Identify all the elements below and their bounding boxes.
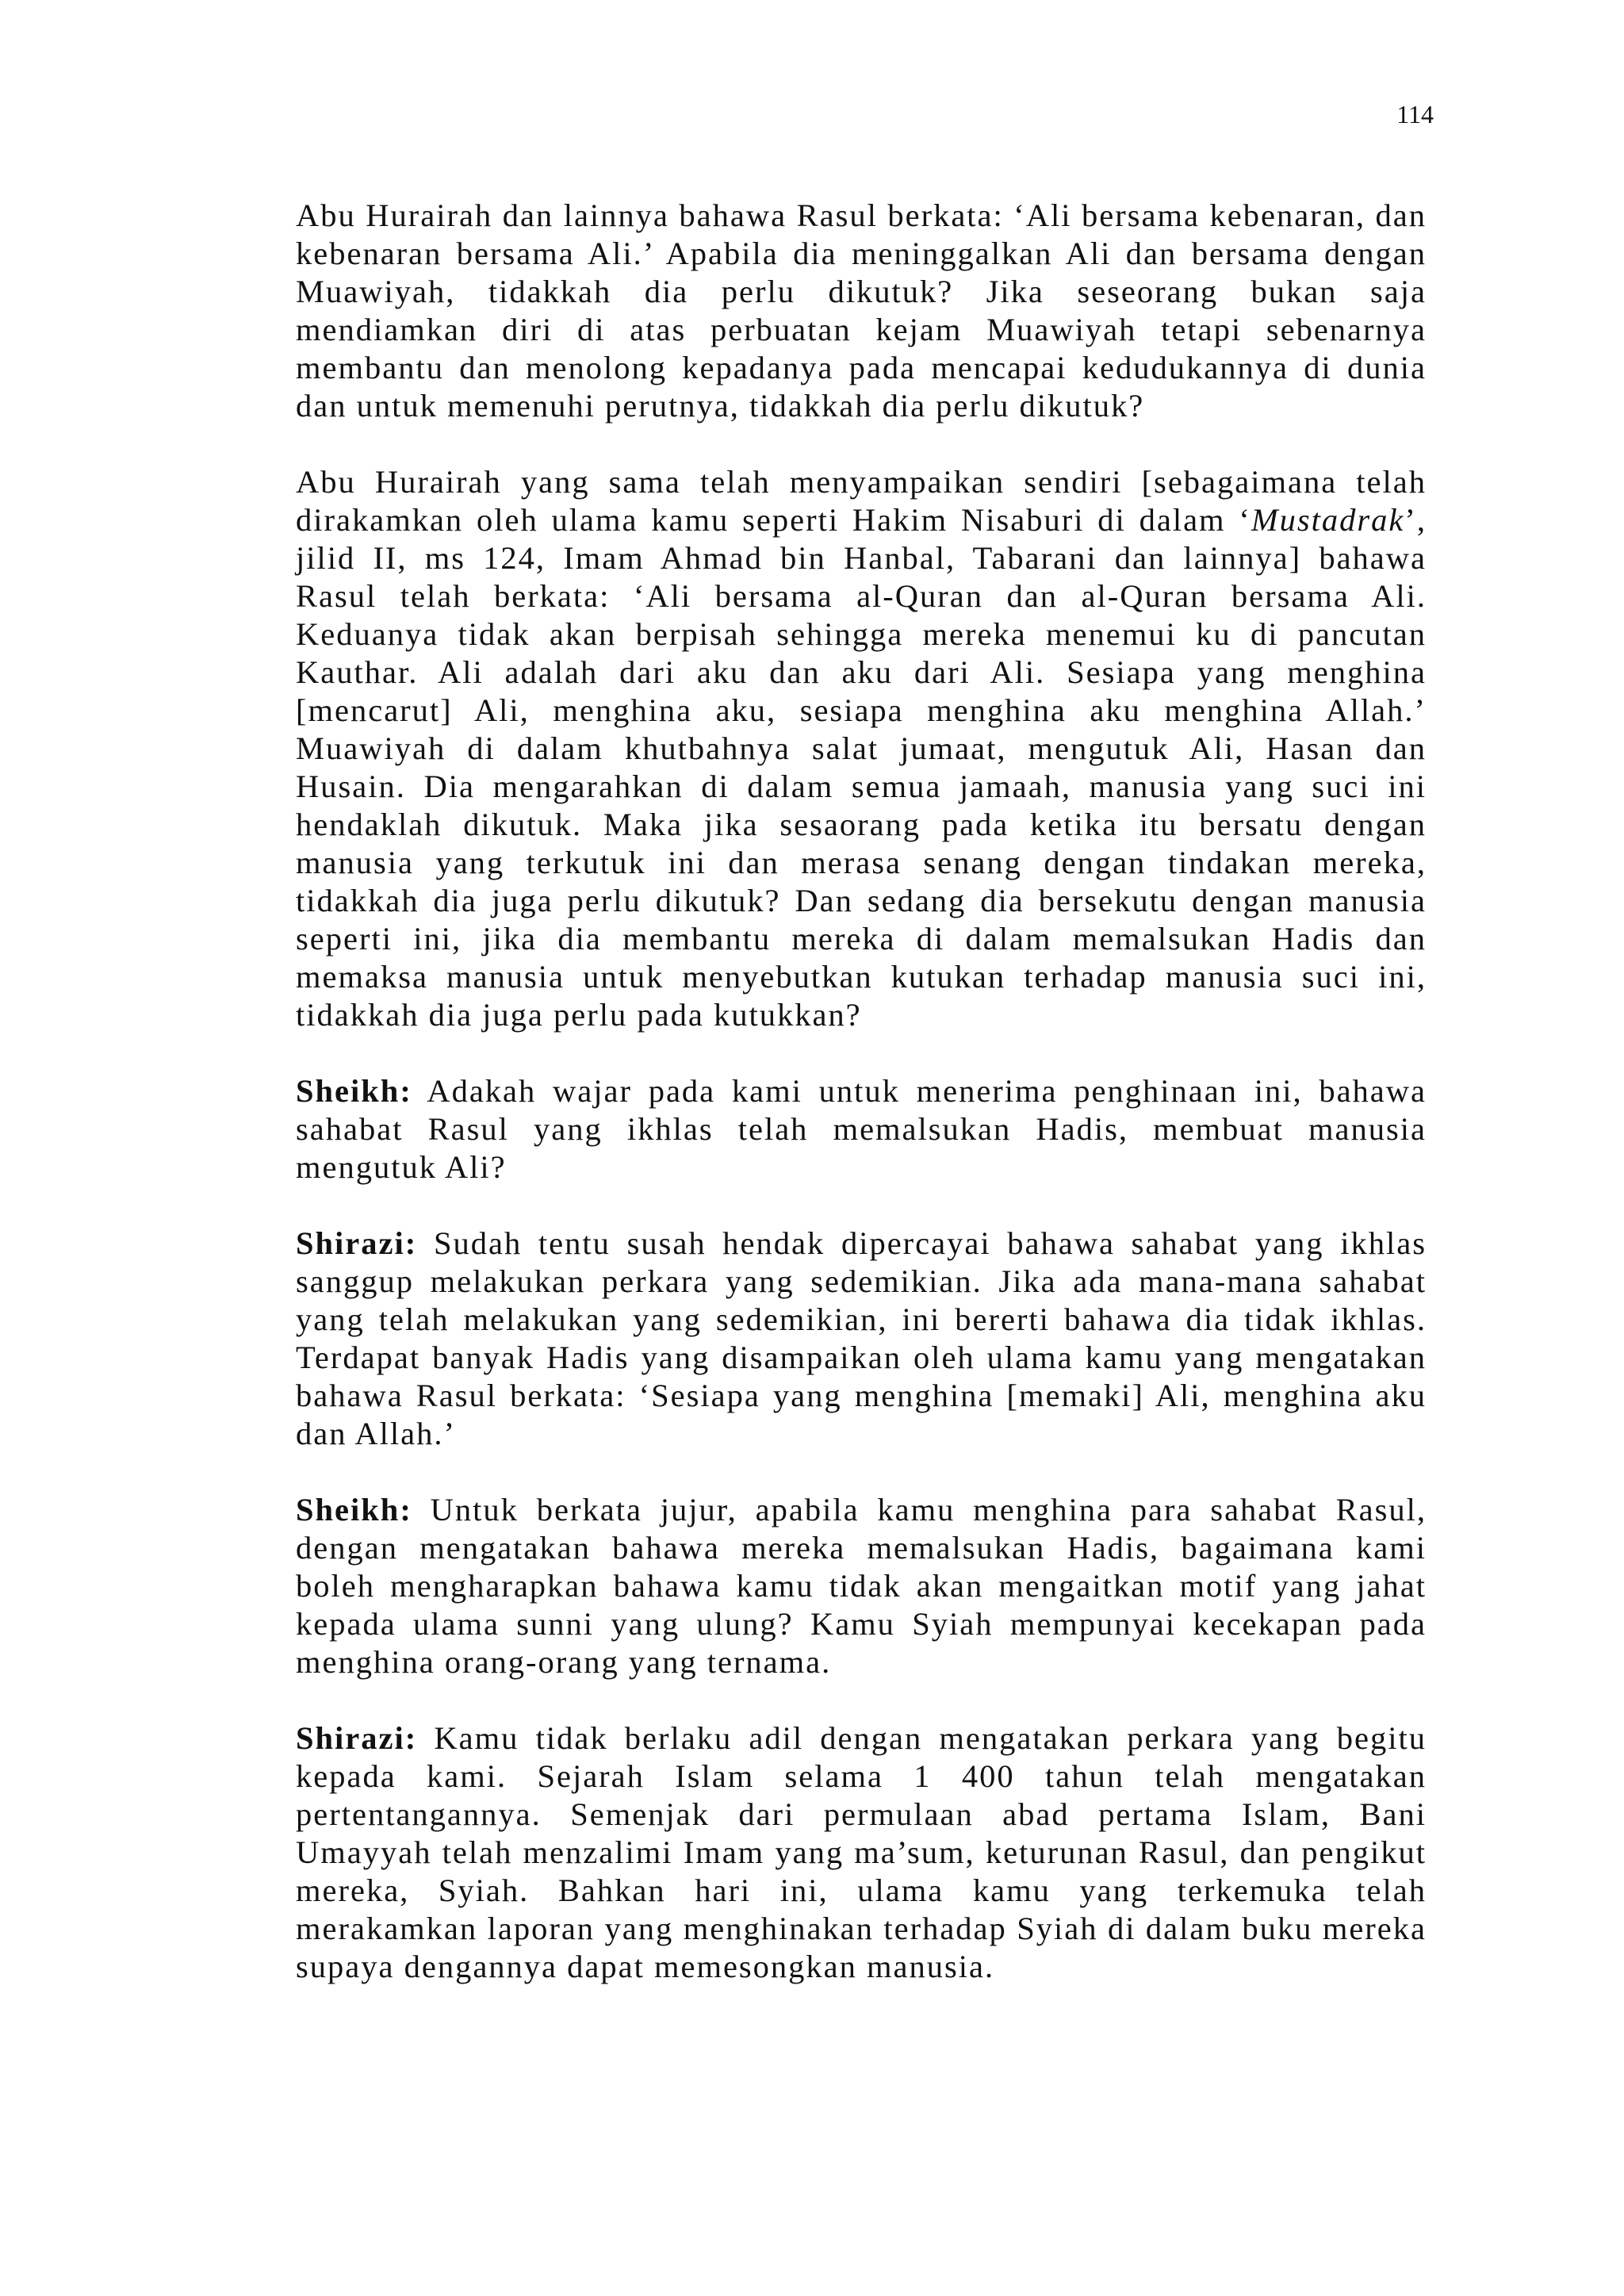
page-number: 114 (1396, 100, 1434, 128)
paragraph-4-text: Sudah tentu susah hendak dipercayai bahawa sahabat yang ikhlas sanggup melakukan perkara yang sedemikian. Jika ada mana-mana sahabat yang telah melakukan yang sedemikian, ini bererti bahawa dia tidak ikhlas. Terdapat banyak Hadis yang disampaikan oleh ulama kamu yang mengatakan bahawa Rasul berkata: ‘Sesiapa yang menghina [memaki] Ali, menghina aku dan Allah.’ (296, 1225, 1427, 1451)
paragraph-2-text-end: ’, jilid II, ms 124, Imam Ahmad bin Hanbal, Tabarani dan lainnya] bahawa Rasul telah berkata: ‘Ali bersama al-Quran dan al-Quran bersama Ali. Keduanya tidak akan berpisah sehingga mereka menemui ku di pancutan Kauthar. Ali adalah dari aku dan aku dari Ali. Sesiapa yang menghina [mencarut] Ali, menghina aku, sesiapa menghina aku menghina Allah.’ Muawiyah di dalam khutbahnya salat jumaat, mengutuk Ali, Hasan dan Husain. Dia mengarahkan di dalam semua jamaah, manusia yang suci ini hendaklah dikutuk. Maka jika sesaorang pada ketika itu bersatu dengan manusia yang terkutuk ini dan merasa senang dengan tindakan mereka, tidakkah dia juga perlu dikutuk? Dan sedang dia bersekutu dengan manusia seperti ini, jika dia membantu mereka di dalam memalsukan Hadis dan memaksa manusia untuk menyebutkan kutukan terhadap manusia suci ini, tidakkah dia juga perlu pada kutukkan? (296, 502, 1427, 1033)
paragraph-3 (296, 1072, 1427, 1186)
paragraph-5 (296, 1491, 1427, 1681)
speaker-label: Sheikh: (296, 1492, 412, 1527)
speaker-label: Shirazi: (296, 1720, 418, 1756)
paragraph-6 (296, 1719, 1427, 1986)
paragraph-6-text: Kamu tidak berlaku adil dengan mengatakan perkara yang begitu kepada kami. Sejarah Islam selama 1 400 tahun telah mengatakan pertentangannya. Semenjak dari permulaan abad pertama Islam, Bani Umayyah telah menzalimi Imam yang ma’sum, keturunan Rasul, dan pengikut mereka, Syiah. Bahkan hari ini, ulama kamu yang terkemuka telah merakamkan laporan yang menghinakan terhadap Syiah di dalam buku mereka supaya dengannya dapat memesongkan manusia. (296, 1720, 1427, 1984)
paragraph-4 (296, 1225, 1427, 1453)
book-title-mustadrak: Mustadrak (1251, 502, 1405, 538)
paragraph-2 (296, 463, 1427, 1034)
speaker-label: Sheikh: (296, 1073, 412, 1109)
paragraph-3-text: Adakah wajar pada kami untuk menerima penghinaan ini, bahawa sahabat Rasul yang ikhlas telah memalsukan Hadis, membuat manusia mengutuk Ali? (296, 1073, 1427, 1185)
paragraph-5-text: Untuk berkata jujur, apabila kamu menghina para sahabat Rasul, dengan mengatakan bahawa mereka memalsukan Hadis, bagaimana kami boleh mengharapkan bahawa kamu tidak akan mengaitkan motif yang jahat kepada ulama sunni yang ulung? Kamu Syiah mempunyai kecekapan pada menghina orang-orang yang ternama. (296, 1492, 1427, 1680)
paragraph-1 (296, 197, 1427, 425)
page-body (296, 197, 1427, 2024)
paragraph-1-text: Abu Hurairah dan lainnya bahawa Rasul berkata: ‘Ali bersama kebenaran, dan kebenaran bersama Ali.’ Apabila dia meninggalkan Ali dan bersama dengan Muawiyah, tidakkah dia perlu dikutuk? Jika seseorang bukan saja mendiamkan diri di atas perbuatan kejam Muawiyah tetapi sebenarnya membantu dan menolong kepadanya pada mencapai kedudukannya di dunia dan untuk memenuhi perutnya, tidakkah dia perlu dikutuk? (296, 197, 1427, 424)
paragraph-2-text-start: Abu Hurairah yang sama telah menyampaikan sendiri [sebagaimana telah dirakamkan oleh ulama kamu seperti Hakim Nisaburi di dalam ‘ (296, 464, 1427, 538)
speaker-label: Shirazi: (296, 1225, 418, 1261)
